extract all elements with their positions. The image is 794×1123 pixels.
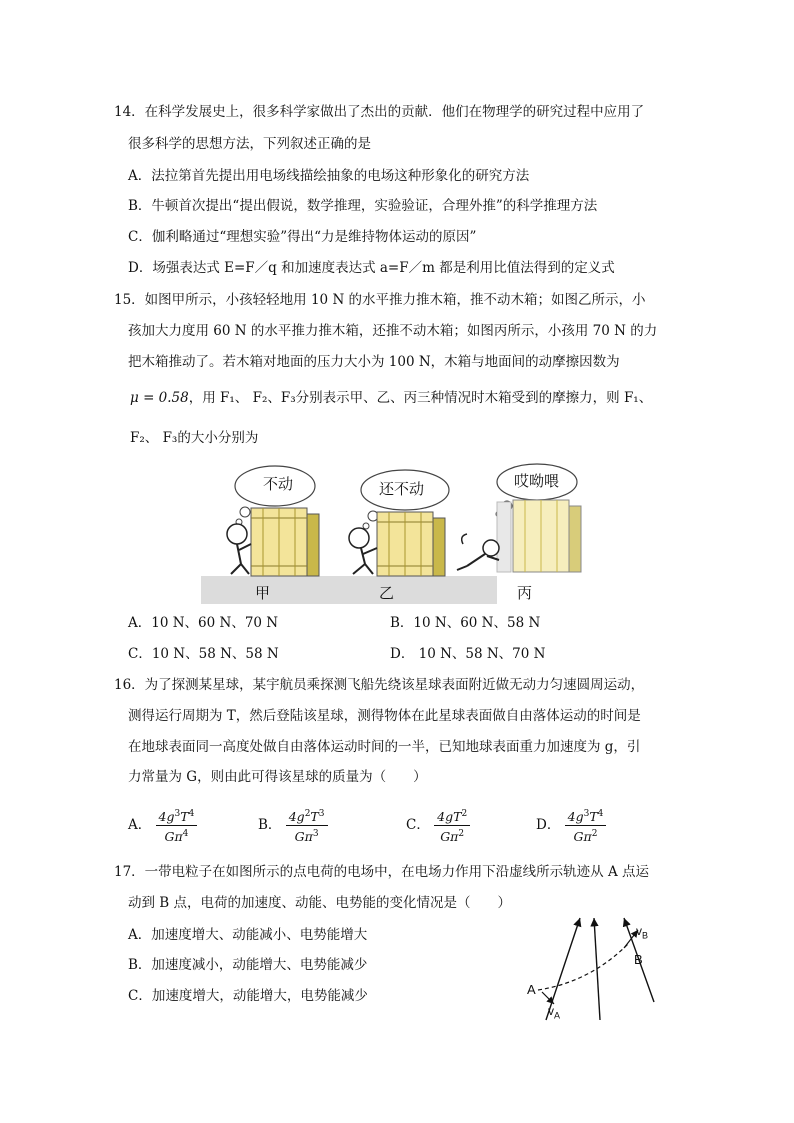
q16-option-c bbox=[406, 806, 470, 845]
bubble-text-yi: 还不动 bbox=[379, 480, 425, 498]
q14-stem-line2: 很多科学的思想方法，下列叙述正确的是 bbox=[128, 136, 371, 152]
q15-figure bbox=[201, 462, 593, 604]
q17-stem-line1: 17．一带电粒子在如图所示的点电荷的电场中，在电场力作用下沿虚线所示轨迹从 A 点运 bbox=[114, 864, 650, 880]
q17-field-figure bbox=[520, 912, 670, 1024]
q17-stem-line2: 动到 B 点，电荷的加速度、动能、电势能的变化情况是（ ） bbox=[128, 895, 512, 911]
q15-option-d: D． 10 N、58 N、70 N bbox=[390, 646, 546, 662]
q16-option-a bbox=[128, 806, 197, 845]
q14-option-a: A．法拉第首先提出用电场线描绘抽象的电场这种形象化的研究方法 bbox=[128, 168, 530, 184]
point-a-label: A bbox=[527, 982, 536, 997]
trajectory bbox=[538, 944, 628, 990]
q15-stem-line3: 把木箱推动了。若木箱对地面的压力大小为 100 N，木箱与地面间的动摩擦因数为 bbox=[128, 354, 620, 370]
q17-option-c: C．加速度增大，动能增大，电势能减少 bbox=[128, 988, 368, 1004]
velocity-a-arrow bbox=[542, 992, 554, 1004]
q15-stem-line1: 15．如图甲所示，小孩轻轻地用 10 N 的水平推力推木箱，推不动木箱；如图乙所示，小 bbox=[114, 292, 646, 308]
q15-stem-line2: 孩加大力度用 60 N 的水平推力推木箱，还推不动木箱；如图丙所示，小孩用 70 N 的力 bbox=[128, 323, 658, 339]
q16-option-d bbox=[536, 806, 606, 845]
child-jia bbox=[227, 524, 251, 574]
option-label: A． bbox=[128, 817, 152, 834]
child-bing bbox=[457, 534, 499, 570]
q17-option-b: B．加速度减小，动能增大、电势能减少 bbox=[128, 957, 368, 973]
q16-stem-line4: 力常量为 G，则由此可得该星球的质量为（ ） bbox=[128, 769, 427, 785]
option-label: D． bbox=[536, 817, 561, 834]
mu-value: μ = 0.58 bbox=[130, 390, 189, 406]
bubble-dot bbox=[240, 507, 250, 517]
q15-stem-line4-rest: ，用 F₁、 F₂、F₃分别表示甲、乙、丙三种情况时木箱受到的摩擦力，则 F₁、 bbox=[188, 390, 653, 406]
bubble-dot bbox=[363, 523, 369, 529]
caption-jia: 甲 bbox=[255, 584, 271, 602]
q14-option-d: D．场强表达式 E=F／q 和加速度表达式 a=F／m 都是利用比值法得到的定义式 bbox=[128, 260, 615, 276]
q14-option-c: C．伽利略通过“理想实验”得出“力是维持物体运动的原因” bbox=[128, 229, 477, 245]
crate-jia bbox=[251, 508, 319, 576]
q15-option-a: A．10 N、60 N、70 N bbox=[128, 615, 279, 631]
q15-option-c: C．10 N、58 N、58 N bbox=[128, 646, 279, 662]
crate-bing bbox=[497, 500, 581, 572]
q15-option-b: B．10 N、60 N、58 N bbox=[390, 615, 541, 631]
option-label: B． bbox=[258, 817, 282, 834]
formula-b: $\frac{4g^2T^3}{G\pi^3}$ bbox=[286, 806, 328, 845]
point-b-label: B bbox=[634, 952, 643, 967]
bubble-text-jia: 不动 bbox=[263, 475, 294, 493]
q16-stem-line1: 16．为了探测某星球，某宇航员乘探测飞船先绕该星球表面附近做无动力匀速圆周运动， bbox=[114, 677, 645, 693]
q16-stem-line2: 测得运行周期为 T，然后登陆该星球，测得物体在此星球表面做自由落体运动的时间是 bbox=[128, 708, 641, 724]
q17-option-a: A．加速度增大、动能减小、电势能增大 bbox=[128, 927, 368, 943]
q14-stem-line1: 14．在科学发展史上，很多科学家做出了杰出的贡献．他们在物理学的研究过程中应用了 bbox=[114, 104, 645, 120]
child-yi bbox=[349, 528, 377, 574]
q16-option-b bbox=[258, 806, 328, 845]
caption-bing: 丙 bbox=[517, 584, 533, 602]
crate-yi bbox=[377, 512, 445, 576]
option-label: C． bbox=[406, 817, 430, 834]
field-line-2 bbox=[594, 918, 600, 1020]
q14-option-b: B．牛顿首次提出“提出假说，数学推理，实验验证，合理外推”的科学推理方法 bbox=[128, 198, 598, 214]
caption-yi: 乙 bbox=[379, 584, 395, 602]
formula-d: $\frac{4g^3T^4}{G\pi^2}$ bbox=[565, 806, 607, 845]
caption-strip bbox=[201, 576, 497, 604]
velocity-a-label: $v_A$ bbox=[548, 1004, 561, 1021]
velocity-b-label: $v_B$ bbox=[636, 924, 649, 941]
bubble-text-bing: 哎呦喂 bbox=[514, 472, 560, 490]
q15-stem-line4 bbox=[130, 388, 652, 408]
formula-c: $\frac{4gT^2}{G\pi^2}$ bbox=[434, 806, 470, 845]
q16-stem-line3: 在地球表面同一高度处做自由落体运动时间的一半，已知地球表面重力加速度为 g，引 bbox=[128, 739, 641, 755]
formula-a: $\frac{4g^3T^4}{G\pi^4}$ bbox=[156, 806, 198, 845]
q15-stem-line5: F₂、 F₃的大小分别为 bbox=[130, 430, 259, 446]
